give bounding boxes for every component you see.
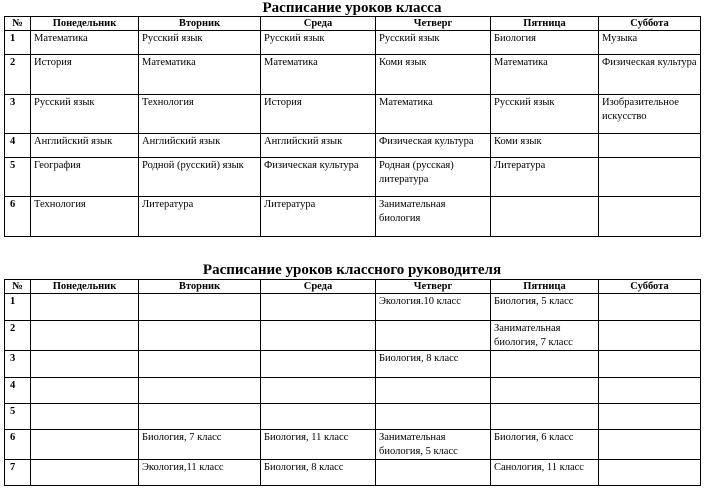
- lesson-cell-tuesday: Литература: [139, 197, 261, 237]
- lesson-cell-monday: [31, 321, 139, 351]
- lesson-number-cell: 5: [5, 404, 31, 430]
- lesson-number-cell: 6: [5, 430, 31, 460]
- lesson-cell-wednesday: [261, 321, 376, 351]
- lesson-cell-tuesday: [139, 321, 261, 351]
- lesson-cell-tuesday: [139, 351, 261, 378]
- table-row: [5, 55, 701, 95]
- lesson-number-cell: 7: [5, 460, 31, 486]
- lesson-cell-monday: История: [31, 55, 139, 95]
- table-row: [5, 294, 701, 321]
- lesson-cell-monday: [31, 404, 139, 430]
- table-row: [5, 134, 701, 158]
- col-header-saturday: Суббота: [599, 17, 701, 31]
- lesson-cell-wednesday: Биология, 8 класс: [261, 460, 376, 486]
- lesson-cell-tuesday: [139, 378, 261, 404]
- lesson-number-cell: 4: [5, 134, 31, 158]
- lesson-cell-friday: Биология: [491, 31, 599, 55]
- lesson-cell-tuesday: [139, 404, 261, 430]
- lesson-cell-tuesday: Технология: [139, 95, 261, 134]
- lesson-cell-thursday: Физическая культура: [376, 134, 491, 158]
- lesson-cell-thursday: Занимательная биология: [376, 197, 491, 237]
- lesson-cell-wednesday: Биология, 11 класс: [261, 430, 376, 460]
- lesson-cell-tuesday: Биология, 7 класс: [139, 430, 261, 460]
- col-header-tuesday: Вторник: [139, 17, 261, 31]
- lesson-number-cell: 6: [5, 197, 31, 237]
- col-header-number: №: [5, 280, 31, 294]
- col-header-monday: Понедельник: [31, 17, 139, 31]
- table-row: [5, 460, 701, 486]
- lesson-cell-monday: [31, 378, 139, 404]
- lesson-cell-tuesday: [139, 294, 261, 321]
- col-header-thursday: Четверг: [376, 17, 491, 31]
- lesson-cell-friday: Санология, 11 класс: [491, 460, 599, 486]
- lesson-cell-thursday: [376, 460, 491, 486]
- lesson-cell-wednesday: Русский язык: [261, 31, 376, 55]
- table-row: [5, 430, 701, 460]
- lesson-cell-monday: Русский язык: [31, 95, 139, 134]
- lesson-cell-thursday: Родная (русская) литература: [376, 158, 491, 197]
- table-row: [5, 351, 701, 378]
- lesson-cell-saturday: [599, 158, 701, 197]
- lesson-cell-friday: [491, 378, 599, 404]
- lesson-number-cell: 1: [5, 294, 31, 321]
- lesson-cell-friday: Коми язык: [491, 134, 599, 158]
- table-header-row: [5, 280, 701, 294]
- lesson-cell-saturday: [599, 294, 701, 321]
- lesson-cell-friday: [491, 351, 599, 378]
- lesson-number-cell: 3: [5, 351, 31, 378]
- lesson-cell-thursday: [376, 321, 491, 351]
- col-header-wednesday: Среда: [261, 280, 376, 294]
- teacher-schedule-table: [4, 279, 701, 486]
- class-schedule-table: [4, 16, 701, 237]
- col-header-saturday: Суббота: [599, 280, 701, 294]
- lesson-cell-thursday: Занимательная биология, 5 класс: [376, 430, 491, 460]
- lesson-cell-tuesday: Экология,11 класс: [139, 460, 261, 486]
- lesson-cell-saturday: [599, 134, 701, 158]
- lesson-cell-wednesday: [261, 294, 376, 321]
- col-header-thursday: Четверг: [376, 280, 491, 294]
- table-row: [5, 197, 701, 237]
- lesson-cell-thursday: Биология, 8 класс: [376, 351, 491, 378]
- lesson-number-cell: 2: [5, 55, 31, 95]
- lesson-cell-saturday: [599, 460, 701, 486]
- col-header-wednesday: Среда: [261, 17, 376, 31]
- lesson-cell-monday: Математика: [31, 31, 139, 55]
- lesson-cell-tuesday: Английский язык: [139, 134, 261, 158]
- lesson-cell-saturday: [599, 351, 701, 378]
- lesson-cell-wednesday: Математика: [261, 55, 376, 95]
- lesson-cell-thursday: Коми язык: [376, 55, 491, 95]
- lesson-cell-saturday: Физическая культура: [599, 55, 701, 95]
- table-header-row: [5, 17, 701, 31]
- lesson-number-cell: 3: [5, 95, 31, 134]
- table-row: [5, 404, 701, 430]
- lesson-cell-friday: Биология, 6 класс: [491, 430, 599, 460]
- lesson-cell-friday: Биология, 5 класс: [491, 294, 599, 321]
- lesson-cell-friday: Математика: [491, 55, 599, 95]
- lesson-cell-monday: [31, 294, 139, 321]
- class-schedule-title: Расписание уроков класса: [262, 0, 442, 16]
- col-header-friday: Пятница: [491, 280, 599, 294]
- lesson-cell-wednesday: Английский язык: [261, 134, 376, 158]
- table-row: [5, 321, 701, 351]
- lesson-cell-wednesday: [261, 378, 376, 404]
- lesson-number-cell: 4: [5, 378, 31, 404]
- lesson-cell-monday: География: [31, 158, 139, 197]
- col-header-tuesday: Вторник: [139, 280, 261, 294]
- lesson-cell-saturday: Музыка: [599, 31, 701, 55]
- lesson-cell-tuesday: Русский язык: [139, 31, 261, 55]
- lesson-cell-saturday: [599, 404, 701, 430]
- lesson-cell-monday: Английский язык: [31, 134, 139, 158]
- lesson-number-cell: 5: [5, 158, 31, 197]
- lesson-cell-thursday: Математика: [376, 95, 491, 134]
- lesson-cell-wednesday: Литература: [261, 197, 376, 237]
- lesson-cell-friday: Занимательная биология, 7 класс: [491, 321, 599, 351]
- lesson-cell-friday: Русский язык: [491, 95, 599, 134]
- lesson-cell-saturday: [599, 321, 701, 351]
- teacher-schedule-title: Расписание уроков классного руководителя: [202, 262, 502, 278]
- lesson-cell-saturday: Изобразительное искусство: [599, 95, 701, 134]
- lesson-cell-wednesday: Физическая культура: [261, 158, 376, 197]
- lesson-number-cell: 1: [5, 31, 31, 55]
- lesson-cell-friday: [491, 197, 599, 237]
- lesson-cell-saturday: [599, 197, 701, 237]
- lesson-cell-thursday: [376, 378, 491, 404]
- lesson-cell-monday: [31, 351, 139, 378]
- lesson-number-cell: 2: [5, 321, 31, 351]
- lesson-cell-tuesday: Родной (русский) язык: [139, 158, 261, 197]
- lesson-cell-saturday: [599, 430, 701, 460]
- lesson-cell-saturday: [599, 378, 701, 404]
- lesson-cell-tuesday: Математика: [139, 55, 261, 95]
- lesson-cell-monday: Технология: [31, 197, 139, 237]
- table-row: [5, 158, 701, 197]
- lesson-cell-monday: [31, 430, 139, 460]
- lesson-cell-wednesday: История: [261, 95, 376, 134]
- lesson-cell-friday: [491, 404, 599, 430]
- col-header-monday: Понедельник: [31, 280, 139, 294]
- table-row: [5, 31, 701, 55]
- lesson-cell-friday: Литература: [491, 158, 599, 197]
- lesson-cell-monday: [31, 460, 139, 486]
- col-header-friday: Пятница: [491, 17, 599, 31]
- col-header-number: №: [5, 17, 31, 31]
- lesson-cell-thursday: Русский язык: [376, 31, 491, 55]
- table-row: [5, 95, 701, 134]
- lesson-cell-thursday: Экология.10 класс: [376, 294, 491, 321]
- lesson-cell-wednesday: [261, 404, 376, 430]
- table-row: [5, 378, 701, 404]
- lesson-cell-wednesday: [261, 351, 376, 378]
- lesson-cell-thursday: [376, 404, 491, 430]
